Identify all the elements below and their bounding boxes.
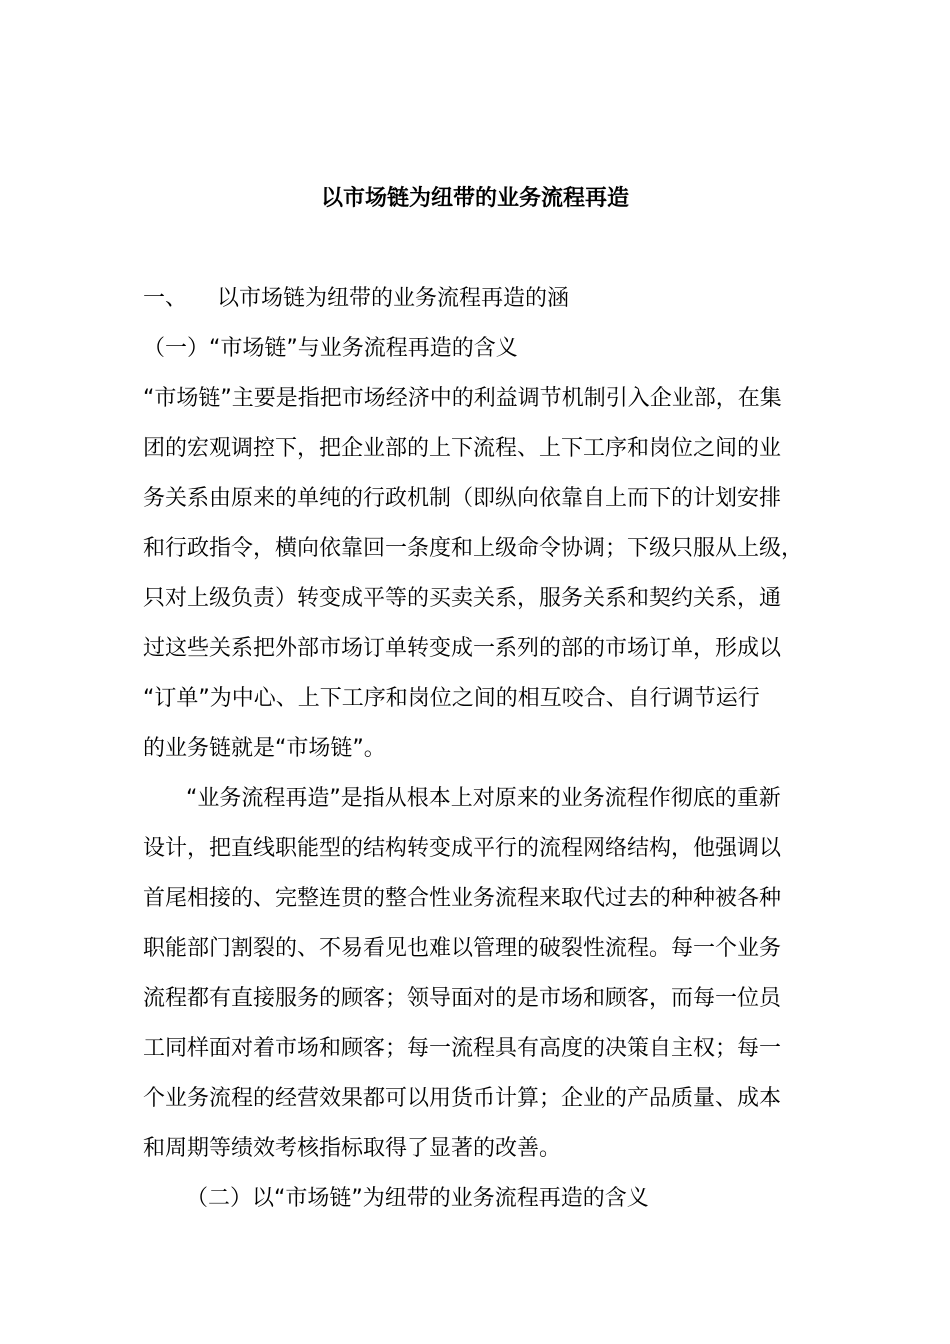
- paragraph-1-line: 过这些关系把外部市场订单转变成一系列的部的市场订单，形成以: [143, 636, 782, 661]
- paragraph-1-line: “订单”为中心、上下工序和岗位之间的相互咬合、自行调节运行: [143, 686, 760, 711]
- section-heading-text: 以市场链为纽带的业务流程再造的涵: [217, 286, 570, 311]
- paragraph-2-line: “业务流程再造”是指从根本上对原来的业务流程作彻底的重新: [186, 786, 781, 811]
- section-heading: [143, 284, 569, 314]
- subsection-heading-1: （一）“市场链”与业务流程再造的含义: [143, 336, 518, 361]
- paragraph-1-line: 团的宏观调控下，把企业部的上下流程、上下工序和岗位之间的业: [143, 436, 782, 461]
- paragraph-1-line: 的业务链就是“市场链”。: [143, 736, 386, 761]
- paragraph-2-line: 首尾相接的、完整连贯的整合性业务流程来取代过去的种种被各种: [143, 886, 782, 911]
- paragraph-1-line: 务关系由原来的单纯的行政机制（即纵向依靠自上而下的计划安排: [143, 486, 782, 511]
- section-heading-number: 一、: [143, 286, 188, 311]
- paragraph-2-line: 设计，把直线职能型的结构转变成平行的流程网络结构，他强调以: [143, 836, 782, 861]
- paragraph-2-line: 和周期等绩效考核指标取得了显著的改善。: [143, 1136, 562, 1161]
- paragraph-2-line: 流程都有直接服务的顾客；领导面对的是市场和顾客，而每一位员: [143, 986, 782, 1011]
- paragraph-2-line: 工同样面对着市场和顾客；每一流程具有高度的决策自主权；每一: [143, 1036, 782, 1061]
- document-title: 以市场链为纽带的业务流程再造: [320, 186, 629, 211]
- subsection-heading-2: （二）以“市场链”为纽带的业务流程再造的含义: [186, 1186, 649, 1211]
- paragraph-2-line: 职能部门割裂的、不易看见也难以管理的破裂性流程。每一个业务: [143, 936, 782, 961]
- paragraph-1-line: “市场链”主要是指把市场经济中的利益调节机制引入企业部，在集: [143, 386, 782, 411]
- paragraph-1-line: 只对上级负责）转变成平等的买卖关系，服务关系和契约关系，通: [143, 586, 782, 611]
- paragraph-2-line: 个业务流程的经营效果都可以用货币计算；企业的产品质量、成本: [143, 1086, 782, 1111]
- paragraph-1-line: 和行政指令，横向依靠回一条度和上级命令协调；下级只服从上级，: [143, 536, 804, 561]
